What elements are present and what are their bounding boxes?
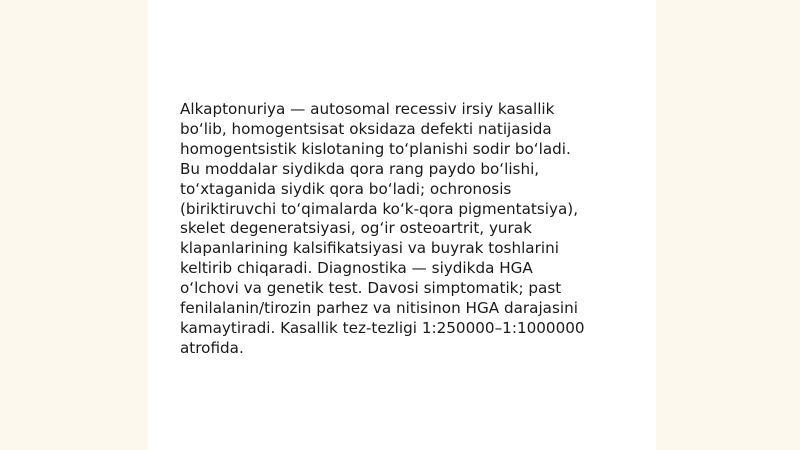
- text-line: klapanlarining kalsifikatsiyasi va buyrak toshlarini: [180, 239, 559, 258]
- article-paragraph: [180, 100, 620, 359]
- document-page: [148, 0, 656, 450]
- text-line: (biriktiruvchi to‘qimalarda ko‘k-qora pigmentatsiya),: [180, 199, 579, 218]
- text-line: Alkaptonuriya — autosomal recessiv irsiy kasallik: [180, 100, 555, 118]
- text-line: bo‘lib, homogentsisat oksidaza defekti natijasida: [180, 119, 552, 138]
- text-line: to‘xtaganida siydik qora bo‘ladi; ochronosis: [180, 179, 512, 198]
- text-line: keltirib chiqaradi. Diagnostika — siydikda HGA: [180, 259, 533, 278]
- text-line: homogentsistik kislotaning to‘planishi sodir bo‘ladi.: [180, 139, 571, 158]
- text-line: skelet degeneratsiyasi, og‘ir osteoartrit, yurak: [180, 219, 532, 238]
- text-line: Bu moddalar siydikda qora rang paydo bo‘lishi,: [180, 159, 540, 178]
- text-line: kamaytiradi. Kasallik tez-tezligi 1:250000–1:1000000: [180, 318, 585, 337]
- text-line: o‘lchovi va genetik test. Davosi simptomatik; past: [180, 279, 562, 298]
- text-line: atrofida.: [180, 338, 244, 357]
- text-line: fenilalanin/tirozin parhez va nitisinon HGA darajasini: [180, 299, 578, 318]
